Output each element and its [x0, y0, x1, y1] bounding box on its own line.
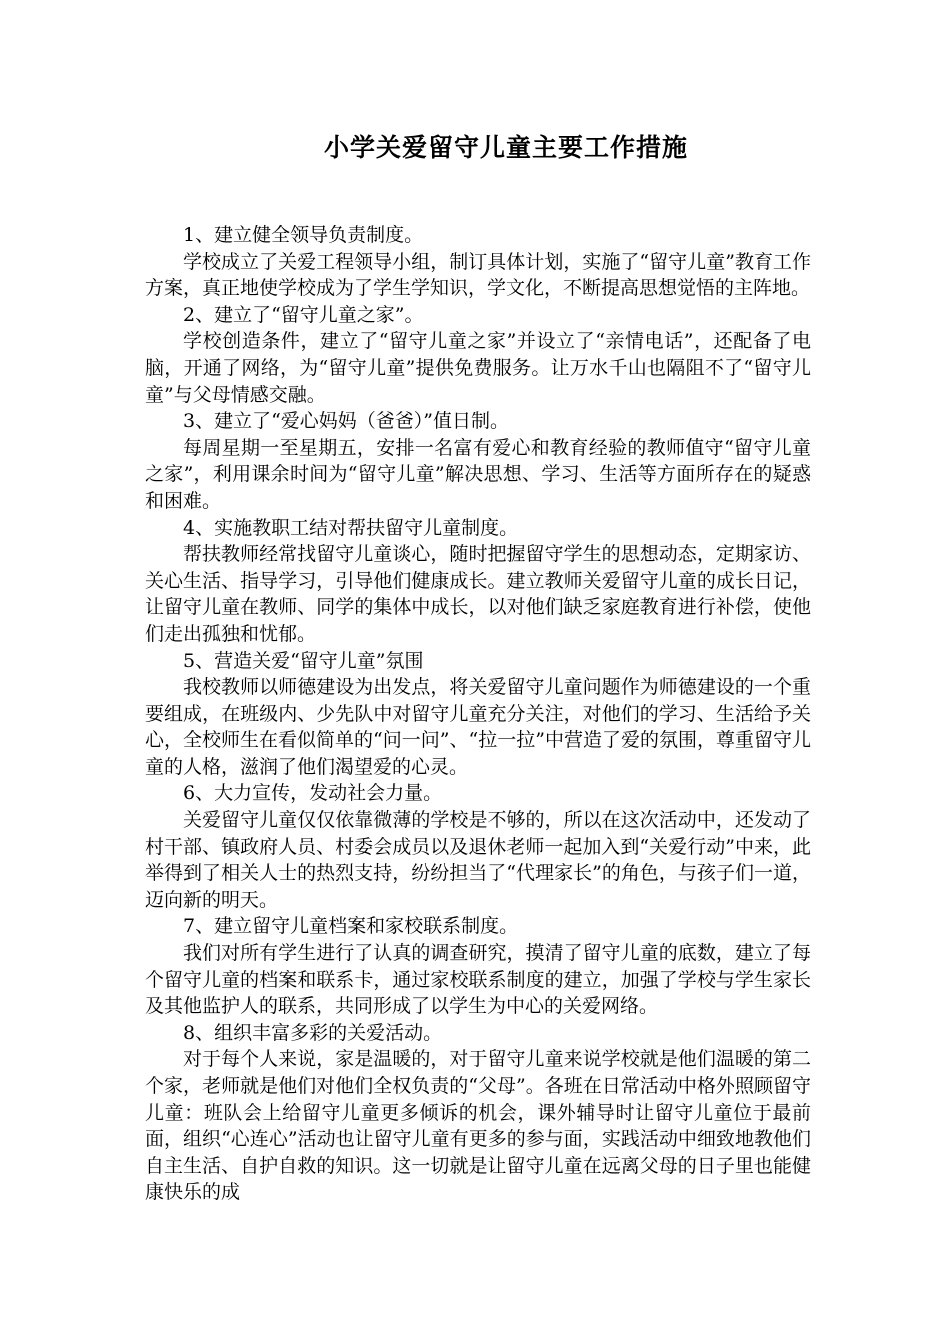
heading-3: 3、建立了“爱心妈妈（爸爸）”值日制。 [183, 410, 510, 433]
paragraph-8: 对于每个人来说，家是温暖的，对于留守儿童来说学校就是他们温暖的第二个家，老师就是他们对他们全权负责的“父母”。各班在日常活动中格外照顾留守儿童：班队会上给留守儿童更多倾诉的机会，课外辅导时让留守儿童位于最前面，组织“心连心”活动也让留守儿童有更多的参与面，实践活动中细致地教他们自主生活、自护自救的知识。这一切就是让留守儿童在远离父母的日子里也能健康快乐的成 [145, 1048, 811, 1204]
document-body [145, 222, 811, 1206]
heading-4: 4、实施教职工结对帮扶留守儿童制度。 [183, 516, 519, 539]
page-title: 小学关爱留守儿童主要工作措施 [323, 133, 688, 162]
heading-8: 8、组织丰富多彩的关爱活动。 [183, 1021, 443, 1044]
paragraph-7: 我们对所有学生进行了认真的调查研究，摸清了留守儿童的底数，建立了每个留守儿童的档案和联系卡，通过家校联系制度的建立，加强了学校与学生家长及其他监护人的联系，共同形成了以学生为中心的关爱网络。 [145, 942, 811, 1018]
paragraph-5: 我校教师以师德建设为出发点，将关爱留守儿童问题作为师德建设的一个重要组成，在班级内、少先队中对留守儿童充分关注，对他们的学习、生活给予关心，全校师生在看似简单的“问一问”、“拉一拉”中营造了爱的氛围，尊重留守儿童的人格，滋润了他们渴望爱的心灵。 [145, 676, 811, 778]
heading-1: 1、建立健全领导负责制度。 [183, 224, 424, 246]
paragraph-3: 每周星期一至星期五，安排一名富有爱心和教育经验的教师值守“留守儿童之家”，利用课余时间为“留守儿童”解决思想、学习、生活等方面所存在的疑惑和困难。 [145, 436, 811, 512]
heading-7: 7、建立留守儿童档案和家校联系制度。 [183, 915, 519, 938]
heading-5: 5、营造关爱“留守儿童”氛围 [183, 649, 424, 672]
paragraph-6: 关爱留守儿童仅仅依靠微薄的学校是不够的，所以在这次活动中，还发动了村干部、镇政府人员、村委会成员以及退休老师一起加入到“关爱行动”中来，此举得到了相关人士的热烈支持，纷纷担当了“代理家长”的角色，与孩子们一道，迈向新的明天。 [145, 809, 811, 911]
paragraph-2: 学校创造条件，建立了“留守儿童之家”并设立了“亲情电话”，还配备了电脑，开通了网络，为“留守儿童”提供免费服务。让万水千山也隔阻不了“留守儿童”与父母情感交融。 [145, 330, 811, 406]
heading-2: 2、建立了“留守儿童之家”。 [183, 303, 424, 326]
paragraph-1: 学校成立了关爱工程领导小组，制订具体计划，实施了“留守儿童”教育工作方案，真正地使学校成为了学生学知识，学文化，不断提高思想觉悟的主阵地。 [145, 250, 811, 300]
paragraph-4: 帮扶教师经常找留守儿童谈心，随时把握留守学生的思想动态，定期家访、关心生活、指导学习，引导他们健康成长。建立教师关爱留守儿童的成长日记，让留守儿童在教师、同学的集体中成长，以对他们缺乏家庭教育进行补偿，使他们走出孤独和忧郁。 [145, 543, 811, 645]
heading-6: 6、大力宣传，发动社会力量。 [183, 782, 443, 805]
